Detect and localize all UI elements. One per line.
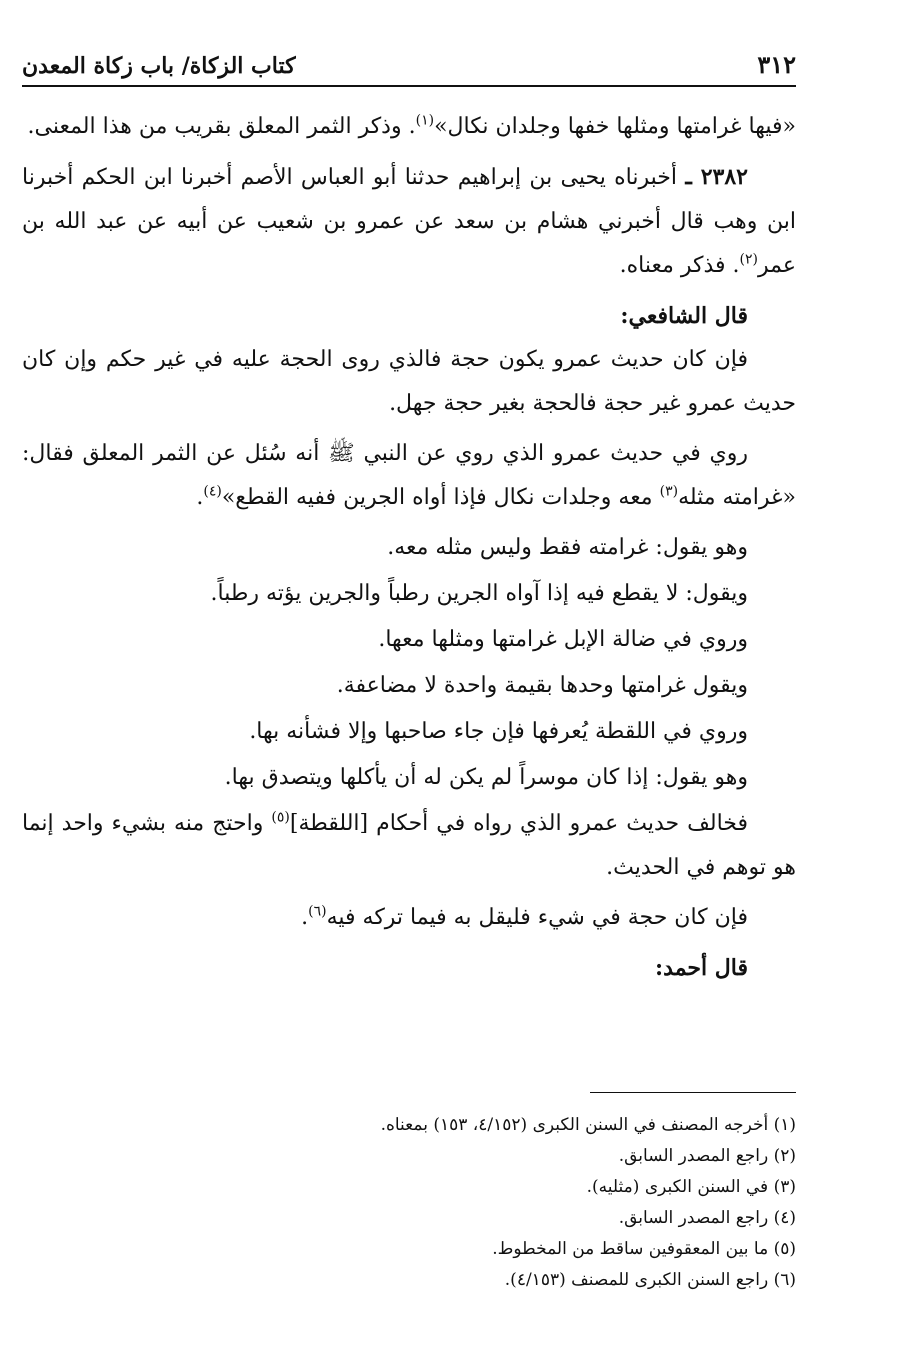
footnote-ref: (٥) <box>271 809 290 826</box>
running-header <box>22 50 796 87</box>
paragraph: روي في حديث عمرو الذي روي عن النبي ﷺ أنه سُئل عن الثمر المعلق فقال: «غرامته مثله$^{(٣)}$ معه وجلدات نكال فإذا أواه الجرين ففيه القطع»$^{(٤)}$. <box>22 441 796 510</box>
paragraph: فإن كان حديث عمرو يكون حجة فالذي روى الحجة عليه في غير حكم وإن كان حديث عمرو غير حجة فالحجة بغير حجة جهل. <box>22 347 796 416</box>
paragraph: وروي في اللقطة يُعرفها فإن جاء صاحبها وإلا فشأنه بها. <box>249 719 748 744</box>
footnote-item: (١) أخرجه المصنف في السنن الكبرى (٤/١٥٢، ١٥٣) بمعناه. <box>380 1115 796 1135</box>
footnote-ref: (٢) <box>739 251 759 268</box>
footnote-ref: (٣) <box>659 483 679 500</box>
chapter-title: كتاب الزكاة/ باب زكاة المعدن <box>22 53 296 79</box>
paragraph: فإن كان حجة في شيء فليقل به فيما تركه فيه$^{(٦)}$. <box>301 903 748 930</box>
footnote-ref: (٤) <box>203 483 222 500</box>
footnote-item: (٢) راجع المصدر السابق. <box>618 1146 796 1166</box>
paragraph: ويقول غرامتها وحدها بقيمة واحدة لا مضاعفة. <box>336 673 748 698</box>
paragraph: وهو يقول: غرامته فقط وليس مثله معه. <box>387 535 748 560</box>
paragraph: «فيها غرامتها ومثلها خفها وجلدان نكال»$^{(١)}$. وذكر الثمر المعلق بقريب من هذا المعنى. <box>27 112 796 139</box>
footnote-ref: (٦) <box>308 903 327 920</box>
paragraph: فخالف حديث عمرو الذي رواه في أحكام [اللقطة]$^{(٥)}$ واحتج منه بشيء واحد إنما هو توهم في الحديث. <box>22 809 796 880</box>
hadith-number: ٢٣٨٢ ـ <box>685 164 748 190</box>
footnote-item: (٥) ما بين المعقوفين ساقط من المخطوط. <box>492 1239 796 1259</box>
footnote-item: (٣) في السنن الكبرى (مثليه). <box>586 1177 796 1197</box>
paragraph: وروي في ضالة الإبل غرامتها ومثلها معها. <box>378 627 748 652</box>
paragraph: وهو يقول: إذا كان موسراً لم يكن له أن يأكلها ويتصدق بها. <box>224 765 748 790</box>
section-heading: قال الشافعي: <box>620 303 748 329</box>
document-page <box>22 50 796 990</box>
hadith-paragraph: ٢٣٨٢ ـ أخبرناه يحيى بن إبراهيم حدثنا أبو العباس الأصم أخبرنا ابن الحكم أخبرنا ابن وهب قال أخبرني هشام بن سعد عن عمرو بن شعيب عن أبيه عن عبد الله بن عمر$^{(٢)}$. فذكر معناه. <box>22 164 796 278</box>
paragraph: ويقول: لا يقطع فيه إذا آواه الجرين رطباً والجرين يؤته رطباً. <box>210 581 748 606</box>
footnote-divider <box>590 1092 796 1093</box>
footnotes <box>22 1110 796 1296</box>
footnote-item: (٦) راجع السنن الكبرى للمصنف (٤/١٥٣). <box>504 1270 796 1290</box>
footnote-ref: (١) <box>415 112 435 129</box>
section-heading: قال أحمد: <box>655 955 748 981</box>
page-number: ٣١٢ <box>757 50 796 79</box>
footnote-item: (٤) راجع المصدر السابق. <box>618 1208 796 1228</box>
